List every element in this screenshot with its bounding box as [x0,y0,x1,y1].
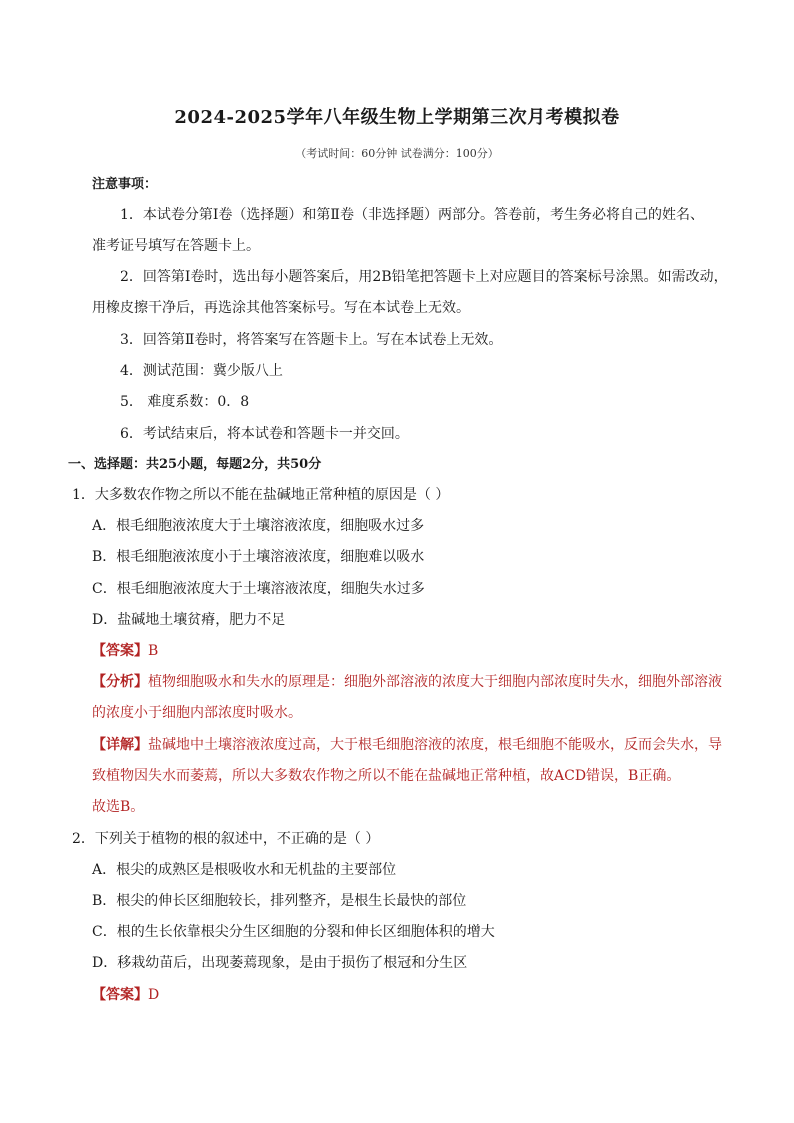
notice-item-2-line-2: 用橡皮擦干净后，再选涂其他答案标号。写在本试卷上无效。 [92,300,470,316]
answer-value: D [148,987,160,1003]
question-1-detail-line-1 [92,735,722,755]
notice-item-4: 4．测试范围：冀少版八上 [120,363,283,379]
notice-item-5: 5． 难度系数：0．8 [120,394,250,410]
notice-item-6: 6．考试结束后，将本试卷和答题卡一并交回。 [120,426,409,442]
question-2-option-d: D．移栽幼苗后，出现萎蔫现象，是由于损伤了根冠和分生区 [92,955,468,971]
analysis-text: 植物细胞吸水和失水的原理是：细胞外部溶液的浓度大于细胞内部浓度时失水，细胞外部溶液 [148,674,722,690]
question-1-option-b: B．根毛细胞液浓度小于土壤溶液浓度，细胞难以吸水 [92,549,425,565]
question-1-detail-line-2: 致植物因失水而萎蔫，所以大多数农作物之所以不能在盐碱地正常种植，故ACD错误，B正确。 [92,768,681,784]
question-2-option-c: C．根的生长依靠根尖分生区细胞的分裂和伸长区细胞体积的增大 [92,924,495,940]
notice-item-1-line-2: 准考证号填写在答题卡上。 [92,238,260,254]
page-title: 2024-2025学年八年级生物上学期第三次月考模拟卷 [174,107,620,128]
exam-time-info: （考试时间：60分钟 试卷满分：100分） [295,147,499,160]
notice-heading: 注意事项： [92,177,158,192]
notice-item-1-line-1: 1．本试卷分第Ⅰ卷（选择题）和第Ⅱ卷（非选择题）两部分。答卷前，考生务必将自己的姓名、 [120,207,704,223]
question-1-option-a: A．根毛细胞液浓度大于土壤溶液浓度，细胞吸水过多 [92,518,425,534]
question-1-analysis-line-1 [92,672,722,692]
question-2-answer [92,985,159,1005]
detail-tag: 【详解】 [92,737,148,753]
question-2-option-b: B．根尖的伸长区细胞较长，排列整齐，是根生长最快的部位 [92,893,467,909]
question-2-stem: 2．下列关于植物的根的叙述中，不正确的是（ ） [72,831,380,847]
answer-tag: 【答案】 [92,987,148,1003]
notice-item-2-line-1: 2．回答第Ⅰ卷时，选出每小题答案后，用2B铅笔把答题卡上对应题目的答案标号涂黑。如需改动， [120,269,728,285]
question-1-stem: 1．大多数农作物之所以不能在盐碱地正常种植的原因是（ ） [72,487,450,503]
detail-text: 盐碱地中土壤溶液浓度过高，大于根毛细胞溶液的浓度，根毛细胞不能吸水，反而会失水，导 [148,737,722,753]
question-1-conclusion: 故选B。 [92,799,145,815]
question-1-analysis-line-2: 的浓度小于细胞内部浓度时吸水。 [92,705,302,721]
section-heading: 一、选择题：共25小题，每题2分，共50分 [68,457,322,472]
answer-tag: 【答案】 [92,643,148,659]
question-1-answer [92,641,158,661]
question-1-option-c: C．根毛细胞液浓度大于土壤溶液浓度，细胞失水过多 [92,581,425,597]
analysis-tag: 【分析】 [92,674,148,690]
question-1-option-d: D．盐碱地土壤贫瘠，肥力不足 [92,612,286,628]
answer-value: B [148,643,159,659]
question-2-option-a: A．根尖的成熟区是根吸收水和无机盐的主要部位 [92,862,397,878]
notice-item-3: 3．回答第Ⅱ卷时，将答案写在答题卡上。写在本试卷上无效。 [120,332,503,348]
